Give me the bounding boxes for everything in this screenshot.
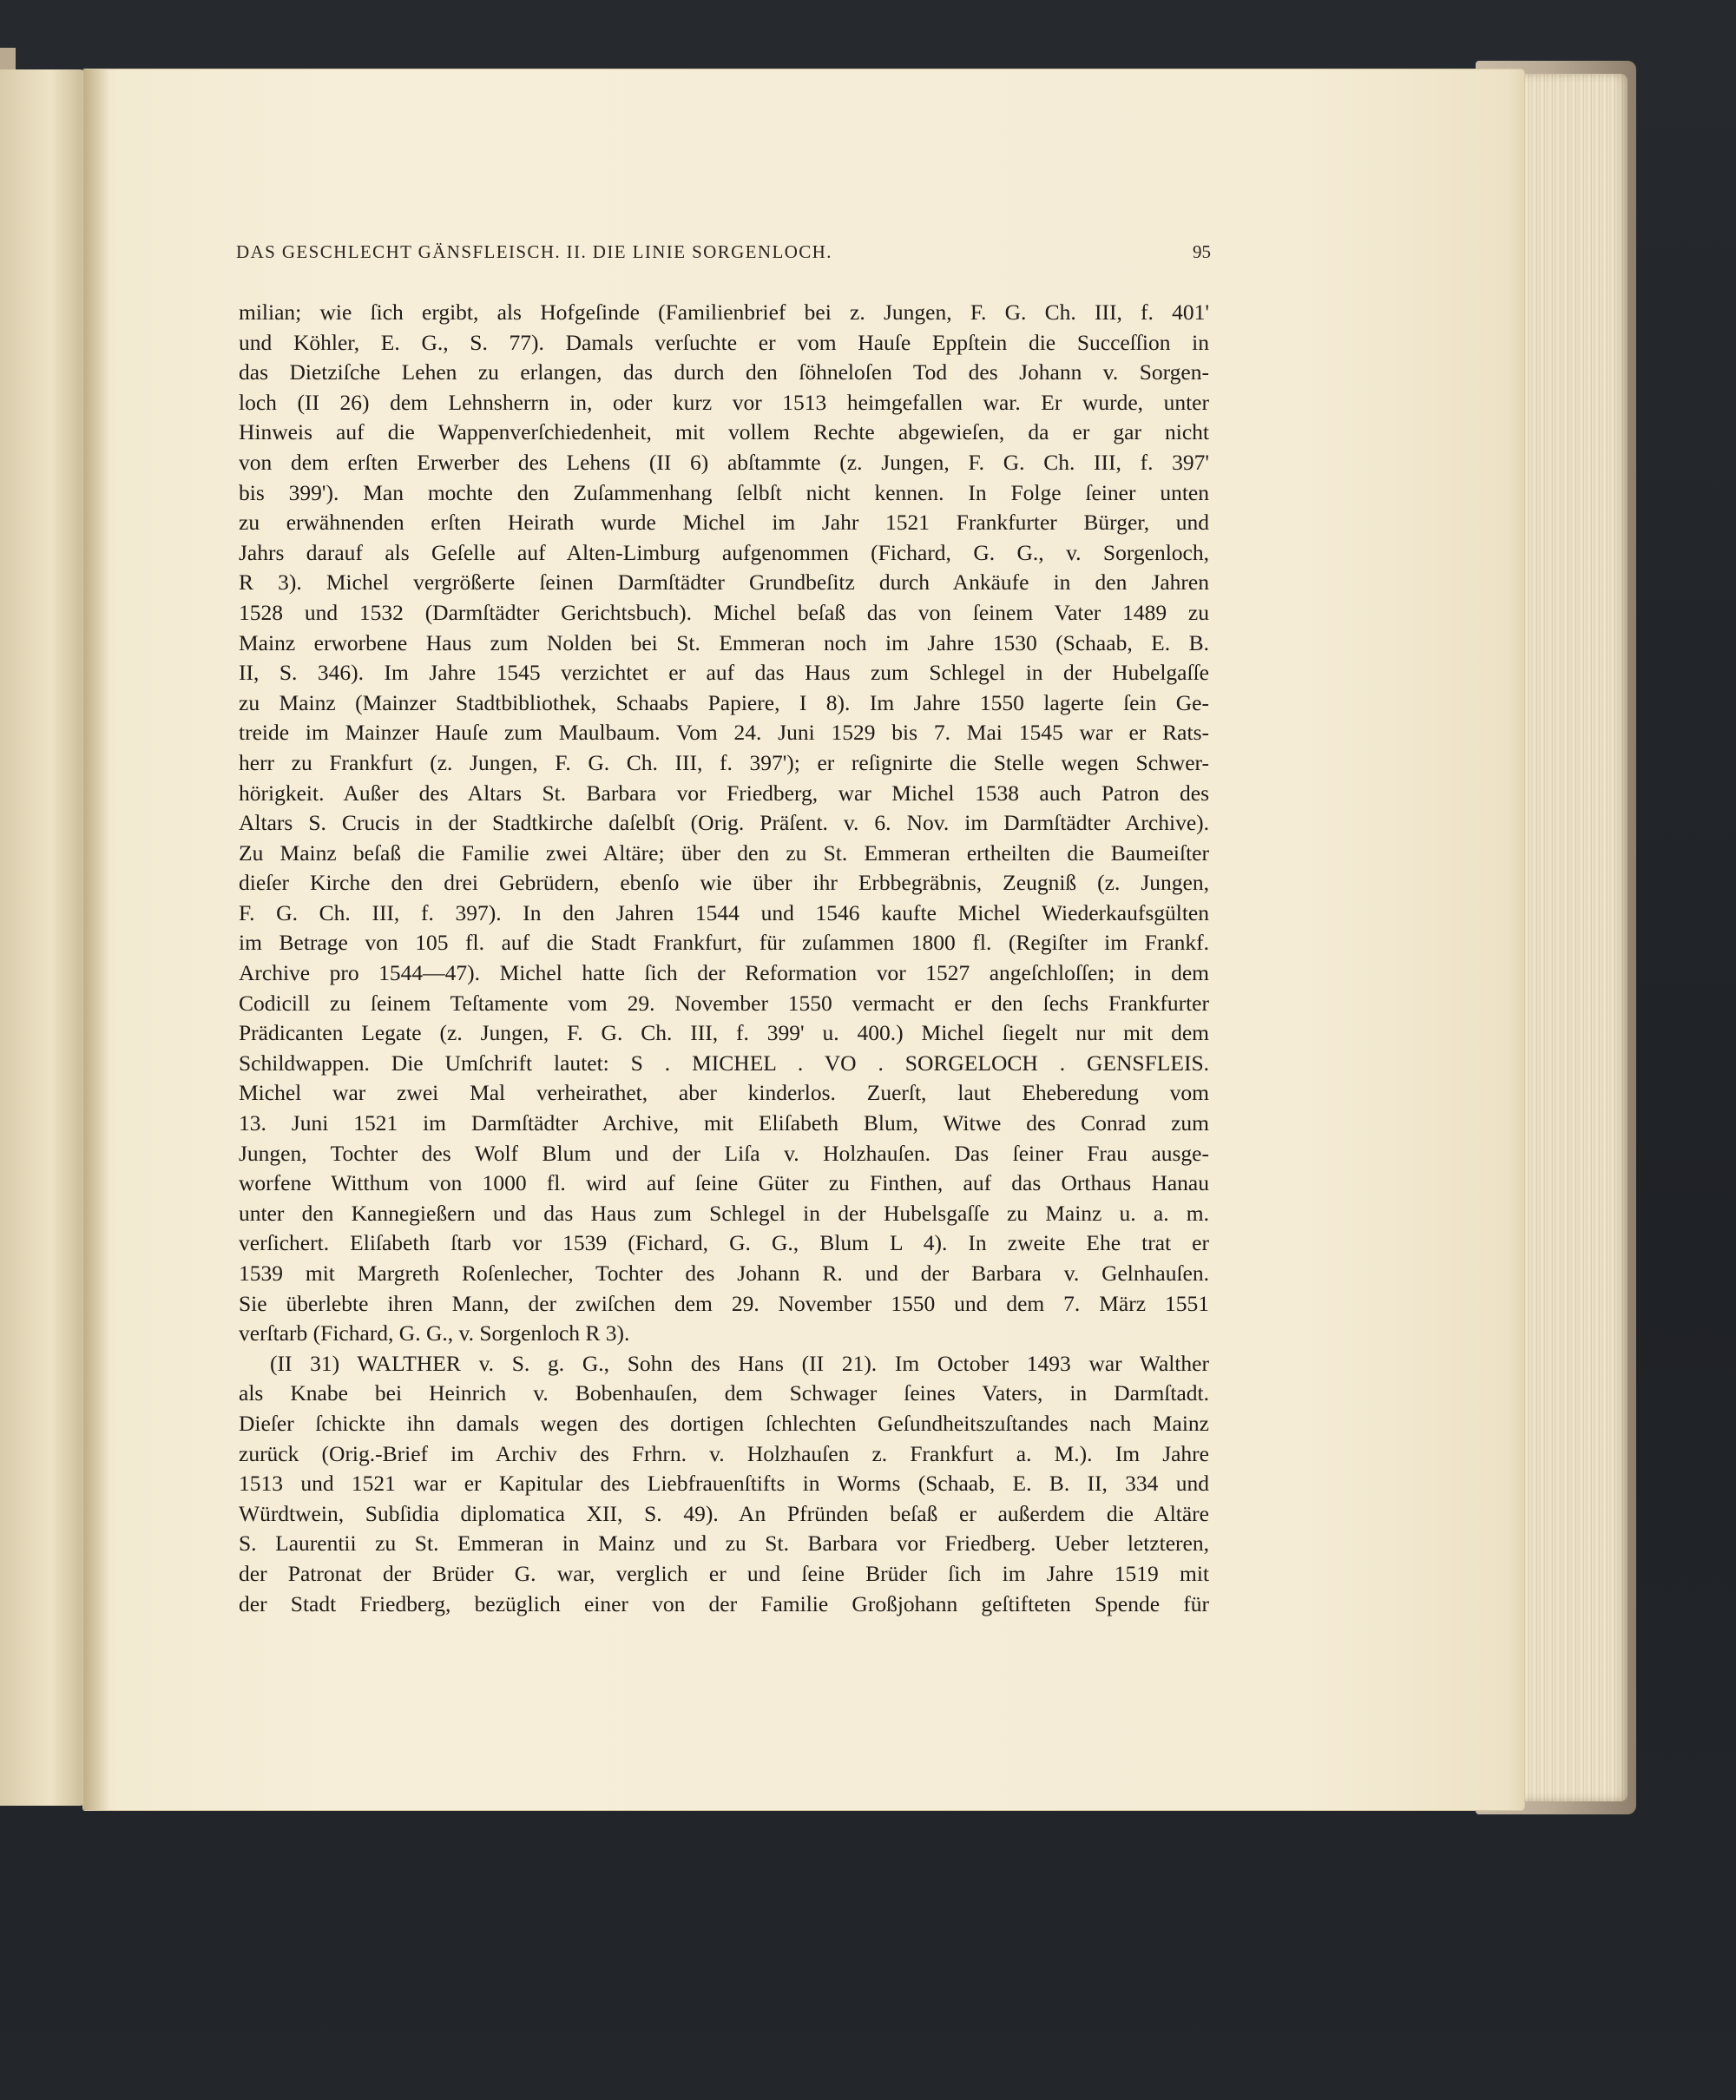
- text-line: Prädicanten Legate (z. Jungen, F. G. Ch. III, f. 399' u. 400.) Michel ſiegelt nur mit dem: [239, 1020, 1209, 1046]
- text-line: Dieſer ſchickte ihn damals wegen des dortigen ſchlechten Geſundheitszuſtandes nach Mainz: [239, 1410, 1209, 1436]
- text-line: zu erwähnenden erſten Heirath wurde Michel im Jahr 1521 Frankfurter Bürger, und: [239, 510, 1209, 536]
- running-head: DAS GESCHLECHT GÄNSFLEISCH. II. DIE LINIE SORGENLOCH.: [236, 241, 832, 262]
- text-line: das Dietziſche Lehen zu erlangen, das durch den ſöhneloſen Tod des Johann v. Sorgen-: [239, 359, 1209, 385]
- text-line: II, S. 346). Im Jahre 1545 verzichtet er auf das Haus zum Schlegel in der Hubelgaſſe: [239, 660, 1209, 686]
- text-line: 1528 und 1532 (Darmſtädter Gerichtsbuch). Michel beſaß das von ſeinem Vater 1489 zu: [239, 599, 1209, 625]
- text-line: treide im Mainzer Hauſe zum Maulbaum. Vom 24. Juni 1529 bis 7. Mai 1545 war er Rats-: [239, 720, 1209, 746]
- text-line: hörigkeit. Außer des Altars St. Barbara vor Friedberg, war Michel 1538 auch Patron des: [239, 780, 1209, 806]
- text-line: im Betrage von 105 fl. auf die Stadt Frankfurt, für zuſammen 1800 fl. (Regiſter im Frankf.: [239, 930, 1209, 956]
- text-line: bis 399'). Man mochte den Zuſammenhang ſelbſt nicht kennen. In Folge ſeiner unten: [239, 479, 1209, 505]
- text-line: F. G. Ch. III, f. 397). In den Jahren 1544 und 1546 kaufte Michel Wiederkaufsgülten: [239, 899, 1209, 925]
- text-line: Sie überlebte ihren Mann, der zwiſchen dem 29. November 1550 und dem 7. März 1551: [239, 1290, 1209, 1316]
- text-line: loch (II 26) dem Lehnsherrn in, oder kurz vor 1513 heimgefallen war. Er wurde, unter: [239, 389, 1209, 415]
- text-line: worfene Witthum von 1000 fl. wird auf ſeine Güter zu Finthen, auf das Orthaus Hanau: [239, 1170, 1209, 1196]
- text-line: der Stadt Friedberg, bezüglich einer von der Familie Großjohann geſtifteten Spende für: [239, 1590, 1209, 1616]
- text-line: der Patronat der Brüder G. war, verglich er und ſeine Brüder ſich im Jahre 1519 mit: [239, 1560, 1209, 1586]
- body-text: [239, 298, 1209, 1619]
- text-line: Würdtwein, Subſidia diplomatica XII, S. 49). An Pfründen beſaß er außerdem die Altäre: [239, 1500, 1209, 1526]
- text-line: Schildwappen. Die Umſchrift lautet: S . MICHEL . VO . SORGELOCH . GENSFLEIS.: [239, 1050, 1209, 1076]
- text-line: von dem erſten Erwerber des Lehens (II 6) abſtammte (z. Jungen, F. G. Ch. III, f. 397': [239, 449, 1209, 475]
- text-line: S. Laurentii zu St. Emmeran in Mainz und zu St. Barbara vor Friedberg. Ueber letzteren,: [239, 1531, 1209, 1557]
- left-page-edge: [0, 69, 85, 1806]
- page-header: [236, 241, 1211, 273]
- text-line: Codicill zu ſeinem Teſtamente vom 29. November 1550 vermacht er den ſechs Frankfurter: [239, 990, 1209, 1016]
- text-line: Zu Mainz beſaß die Familie zwei Altäre; über den zu St. Emmeran ertheilten die Baumeiſter: [239, 839, 1209, 866]
- page-number: 95: [1193, 241, 1211, 262]
- text-line: herr zu Frankfurt (z. Jungen, F. G. Ch. III, f. 397'); er reſignirte die Stelle wegen Schwer-: [239, 749, 1209, 775]
- text-line: verſichert. Eliſabeth ſtarb vor 1539 (Fichard, G. G., Blum L 4). In zweite Ehe trat er: [239, 1230, 1209, 1256]
- gutter-shadow: [83, 69, 109, 1810]
- text-line: zu Mainz (Mainzer Stadtbibliothek, Schaabs Papiere, I 8). Im Jahre 1550 lagerte ſein Ge-: [239, 689, 1209, 715]
- text-line: dieſer Kirche den drei Gebrüdern, ebenſo wie über ihr Erbbegräbnis, Zeugniß (z. Jungen,: [239, 870, 1209, 896]
- text-line: verſtarb (Fichard, G. G., v. Sorgenloch R 3).: [239, 1320, 630, 1346]
- text-line: 1513 und 1521 war er Kapitular des Liebfrauenſtifts in Worms (Schaab, E. B. II, 334 und: [239, 1471, 1209, 1497]
- text-line: Archive pro 1544—47). Michel hatte ſich der Reformation vor 1527 angeſchloſſen; in dem: [239, 960, 1209, 986]
- text-line: und Köhler, E. G., S. 77). Damals verſuchte er vom Hauſe Eppſtein die Succeſſion in: [239, 329, 1209, 355]
- text-line: (II 31) WALTHER v. S. g. G., Sohn des Hans (II 21). Im October 1493 war Walther: [270, 1350, 1209, 1376]
- text-line: Mainz erworbene Haus zum Nolden bei St. Emmeran noch im Jahre 1530 (Schaab, E. B.: [239, 629, 1209, 655]
- page-edges: [1506, 74, 1628, 1801]
- text-line: zurück (Orig.-Brief im Archiv des Frhrn. v. Holzhauſen z. Frankfurt a. M.). Im Jahre: [239, 1440, 1209, 1466]
- text-line: R 3). Michel vergrößerte ſeinen Darmſtädter Grundbeſitz durch Ankäufe in den Jahren: [239, 569, 1209, 596]
- text-line: Altars S. Crucis in der Stadtkirche daſelbſt (Orig. Präſent. v. 6. Nov. im Darmſtädter Archive).: [239, 810, 1209, 836]
- text-line: 1539 mit Margreth Roſenlecher, Tochter des Johann R. und der Barbara v. Gelnhauſen.: [239, 1261, 1209, 1286]
- text-line: unter den Kannegießern und das Haus zum Schlegel in der Hubelsgaſſe zu Mainz u. a. m.: [239, 1200, 1209, 1226]
- text-line: Jahrs darauf als Geſelle auf Alten-Limburg aufgenommen (Fichard, G. G., v. Sorgenloch,: [239, 539, 1209, 565]
- text-line: Jungen, Tochter des Wolf Blum und der Liſa v. Holzhauſen. Das ſeiner Frau ausge-: [239, 1140, 1209, 1166]
- text-line: als Knabe bei Heinrich v. Bobenhauſen, dem Schwager ſeines Vaters, in Darmſtadt.: [239, 1380, 1209, 1406]
- text-line: milian; wie ſich ergibt, als Hofgeſinde (Familienbrief bei z. Jungen, F. G. Ch. III, f. 401': [239, 300, 1209, 325]
- text-line: 13. Juni 1521 im Darmſtädter Archive, mit Eliſabeth Blum, Witwe des Conrad zum: [239, 1110, 1209, 1136]
- text-line: Hinweis auf die Wappenverſchiedenheit, mit vollem Rechte abgewieſen, da er gar nicht: [239, 419, 1209, 445]
- text-line: Michel war zwei Mal verheirathet, aber kinderlos. Zuerſt, laut Eheberedung vom: [239, 1080, 1209, 1106]
